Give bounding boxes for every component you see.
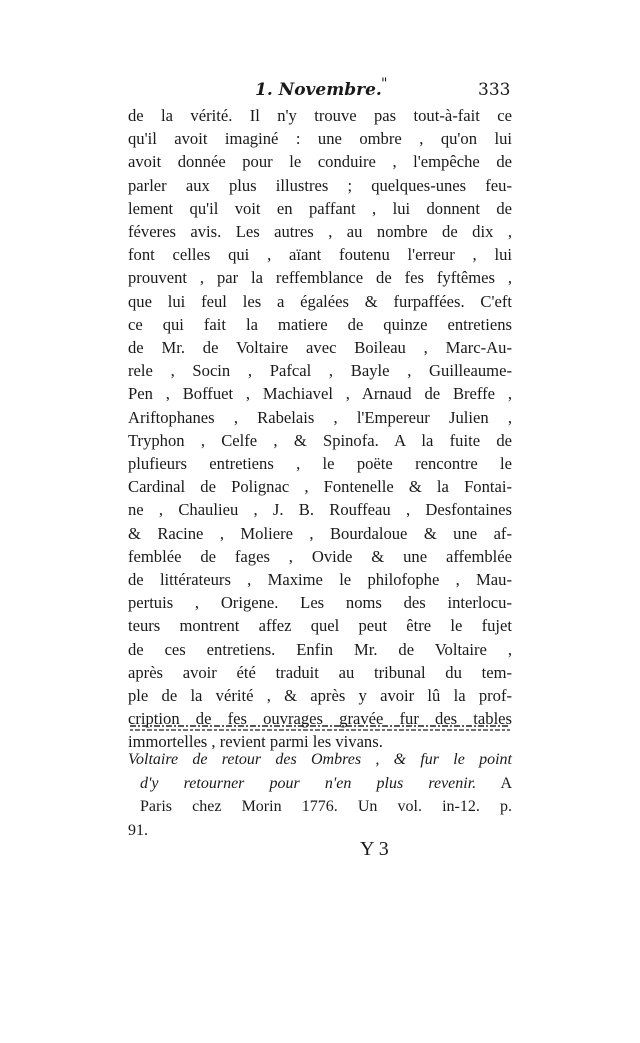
page-number: 333 xyxy=(478,80,511,100)
body-line: après avoir été traduit au tribunal du tem- xyxy=(128,662,512,682)
body-line: parler aux plus illustres ; quelques-unes feu- xyxy=(128,175,512,195)
body-line: prouvent , par la reffemblance de fes fyftêmes , xyxy=(128,268,512,288)
body-line: Ariftophanes , Rabelais , l'Empereur Julien , xyxy=(128,407,512,427)
body-line: que lui feul les a égalées & furpaffées. C'eft xyxy=(128,291,512,311)
review-imprint-line: Paris chez Morin 1776. Un vol. in-12. p. xyxy=(140,798,512,815)
body-line: ple de la vérité , & après y avoir lû la prof- xyxy=(128,686,512,706)
body-line: avoit donnée pour le conduire , l'empêche de xyxy=(128,152,512,172)
body-line: de Mr. de Voltaire avec Boileau , Marc-Au- xyxy=(128,338,512,358)
body-line: de littérateurs , Maxime le philofophe , Mau- xyxy=(128,570,512,590)
ornamental-rule xyxy=(128,723,512,733)
body-line: ne , Chaulieu , J. B. Rouffeau , Desfontaines xyxy=(128,500,512,520)
book-review-entry xyxy=(128,748,512,842)
running-header-title: 1. Novembre. xyxy=(255,80,382,100)
signature-mark: Y 3 xyxy=(360,838,389,860)
body-line: Cardinal de Polignac , Fontenelle & la Fontai- xyxy=(128,477,512,497)
body-line: qu'il avoit imaginé : une ombre , qu'on lui xyxy=(128,129,512,149)
body-line: rele , Socin , Pafcal , Bayle , Guilleaume- xyxy=(128,361,512,381)
body-line: cription de fes ouvrages gravée fur des tables xyxy=(128,709,512,729)
body-line: femblée de fages , Ovide & une affemblée xyxy=(128,546,512,566)
body-line: font celles qui , aïant foutenu l'erreur , lui xyxy=(128,245,512,265)
body-line: Tryphon , Celfe , & Spinofa. A la fuite de xyxy=(128,430,512,450)
body-line: ce qui fait la matiere de quinze entretiens xyxy=(128,314,512,334)
body-line: lement qu'il voit en paffant , lui donnent de xyxy=(128,198,512,218)
body-line: de ces entretiens. Enfin Mr. de Voltaire , xyxy=(128,639,512,659)
body-line: de la vérité. Il n'y trouve pas tout-à-fait ce xyxy=(128,106,512,125)
body-line: pertuis , Origene. Les noms des interlocu- xyxy=(128,593,512,613)
body-line: immortelles , revient parmi les vivans. xyxy=(128,732,383,752)
body-line: féveres avis. Les autres , au nombre de dix , xyxy=(128,222,512,242)
review-title-line: d'y retourner pour n'en plus revenir. A xyxy=(140,774,512,792)
body-line: & Racine , Moliere , Bourdaloue & une af- xyxy=(128,523,512,543)
review-title-line: Voltaire de retour des Ombres , & fur le point xyxy=(128,751,512,768)
review-imprint-line: 91. xyxy=(128,821,148,839)
body-line: teurs montrent affez quel peut être le fujet xyxy=(128,616,512,636)
body-line: Pen , Boffuet , Machiavel , Arnaud de Breffe , xyxy=(128,384,512,404)
header-mark: " xyxy=(381,76,388,92)
body-text xyxy=(128,104,512,754)
body-line: plufieurs entretiens , le poëte rencontre le xyxy=(128,454,512,474)
